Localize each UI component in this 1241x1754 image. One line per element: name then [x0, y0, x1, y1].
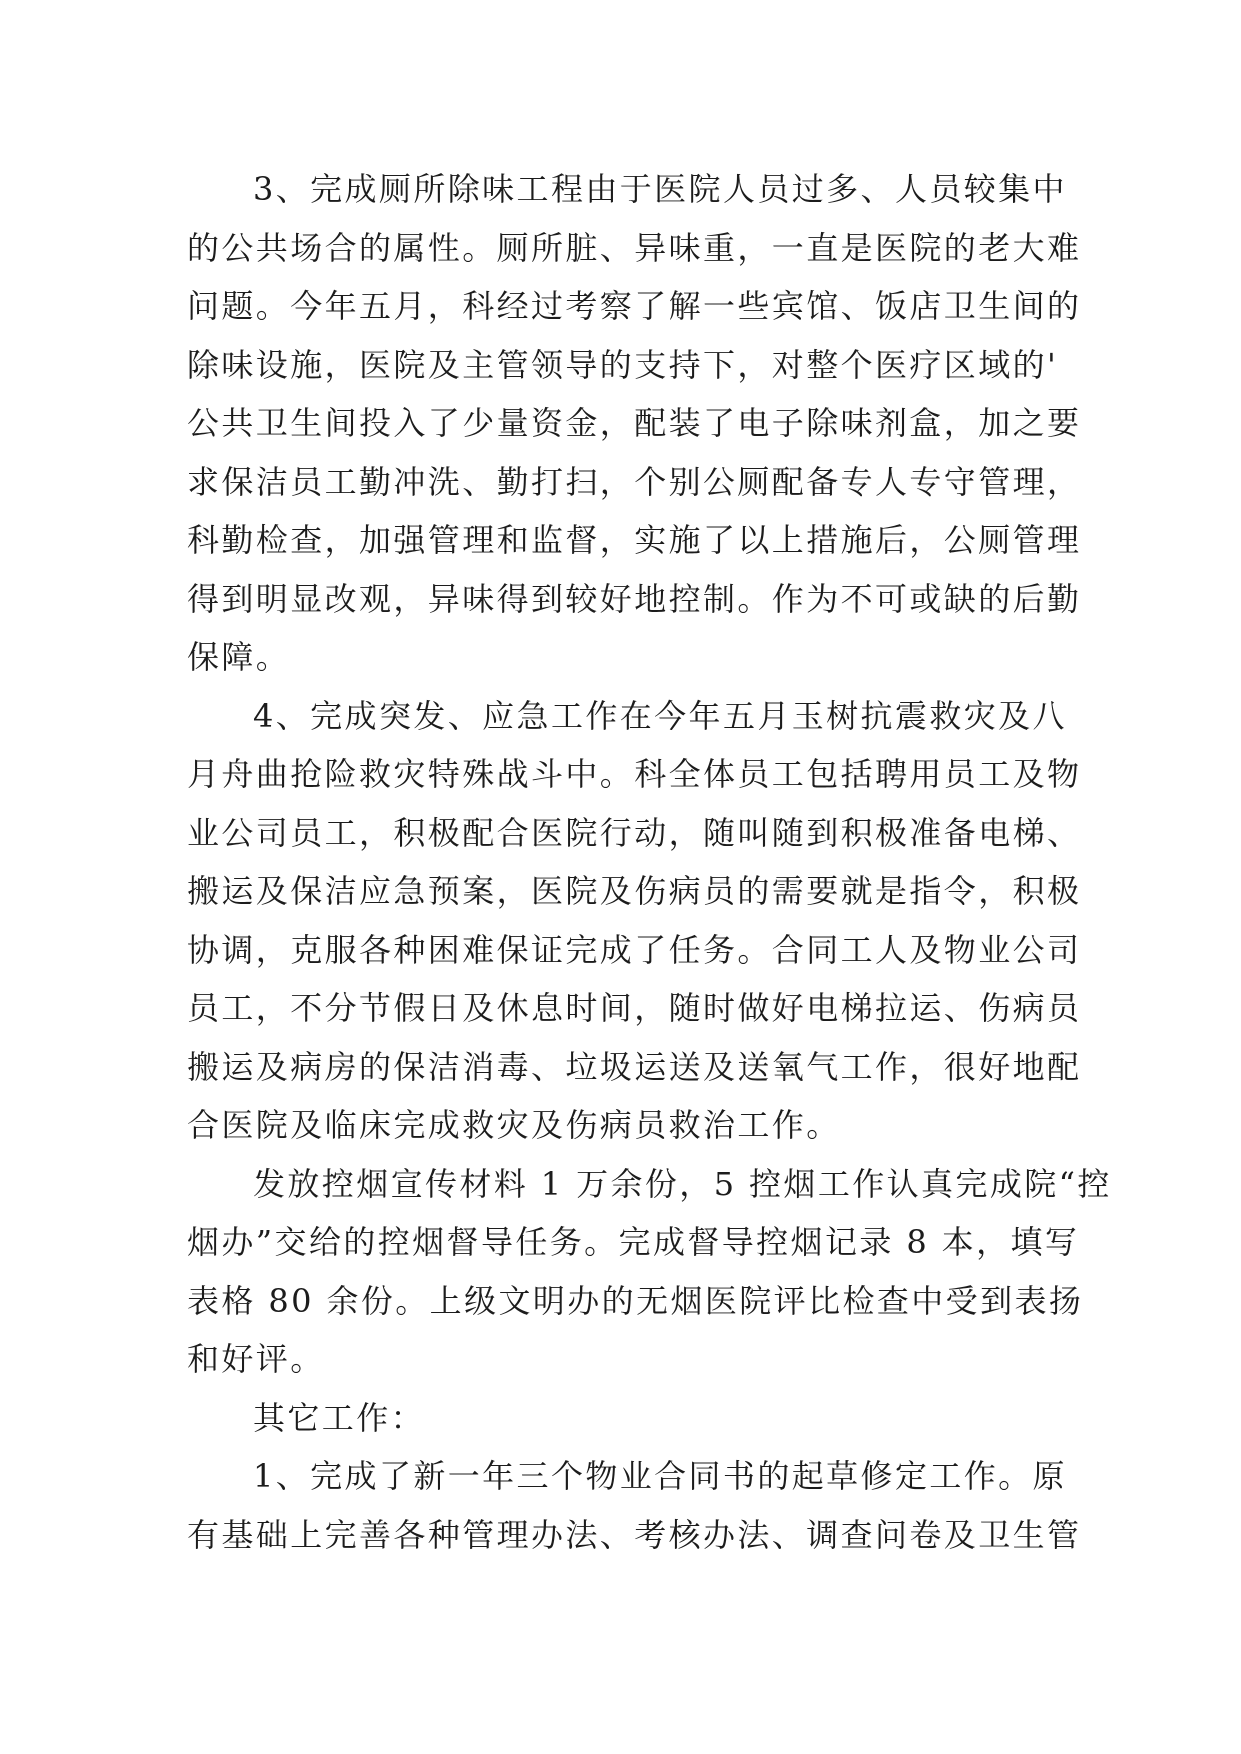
text-line: 员工，不分节假日及休息时间，随时做好电梯拉运、伤病员: [187, 989, 1082, 1027]
paragraph-smoking-control: [187, 1155, 1112, 1389]
text-line: 协调，克服各种困难保证完成了任务。合同工人及物业公司: [187, 930, 1082, 969]
text-line: 4、完成突发、应急工作在今年五月玉树抗震救灾及八: [253, 696, 1067, 735]
text-line: 科勤检查，加强管理和监督，实施了以上措施后，公厕管理: [187, 521, 1082, 559]
text-line: 公共卫生间投入了少量资金，配装了电子除味剂盒，加之要: [187, 404, 1082, 442]
text-line: 合医院及临床完成救灾及伤病员救治工作。: [187, 1106, 841, 1144]
document-body: [187, 160, 1112, 1564]
text-line: 烟办”交给的控烟督导任务。完成督导控烟记录 8 本，填写: [187, 1223, 1080, 1261]
text-line: 搬运及保洁应急预案，医院及伤病员的需要就是指令，积极: [187, 872, 1082, 910]
text-line: 3、完成厕所除味工程由于医院人员过多、人员较集中: [253, 170, 1067, 208]
text-line: 和好评。: [187, 1340, 325, 1378]
text-line: 有基础上完善各种管理办法、考核办法、调查问卷及卫生管: [187, 1515, 1082, 1554]
text-line: 搬运及病房的保洁消毒、垃圾运送及送氧气工作，很好地配: [187, 1047, 1082, 1086]
text-line: 发放控烟宣传材料 1 万余份，5 控烟工作认真完成院“控: [253, 1164, 1112, 1203]
paragraph-emergency-work: [187, 687, 1082, 1155]
paragraph-toilet-deodorizing: [187, 160, 1082, 687]
text-line: 月舟曲抢险救灾特殊战斗中。科全体员工包括聘用员工及物: [187, 755, 1082, 793]
text-line: 保障。: [187, 638, 291, 676]
text-line: 问题。今年五月，科经过考察了解一些宾馆、饭店卫生间的: [187, 287, 1082, 325]
text-line: 业公司员工，积极配合医院行动，随叫随到积极准备电梯、: [187, 813, 1082, 852]
text-line: 其它工作：: [253, 1398, 426, 1437]
text-line: 1、完成了新一年三个物业合同书的起草修定工作。原: [253, 1457, 1067, 1495]
text-line: 得到明显改观，异味得到较好地控制。作为不可或缺的后勤: [187, 579, 1082, 618]
text-line: 的公共场合的属性。厕所脏、异味重，一直是医院的老大难: [187, 228, 1082, 267]
paragraph-other-work-heading: [187, 1389, 1067, 1448]
text-line: 表格 80 余份。上级文明办的无烟医院评比检查中受到表扬: [187, 1281, 1084, 1320]
text-line: 求保洁员工勤冲洗、勤打扫，个别公厕配备专人专守管理，: [187, 462, 1082, 501]
text-line: 除味设施，医院及主管领导的支持下，对整个医疗区域的': [187, 345, 1059, 384]
paragraph-property-contracts: [187, 1447, 1082, 1564]
